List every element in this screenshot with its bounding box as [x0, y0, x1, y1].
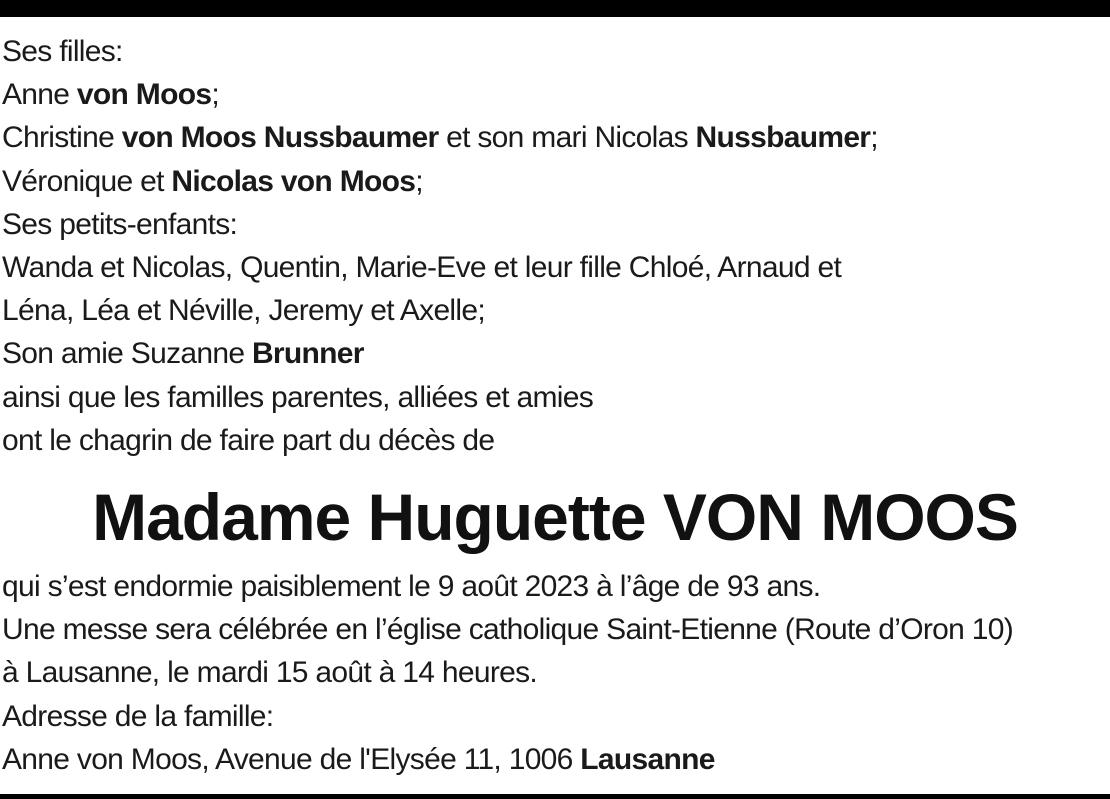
text-run: Anne von Moos, Avenue de l'Elysée 11, 1006 — [2, 742, 581, 776]
text-run: ; — [211, 78, 219, 112]
bold-name-text: von Moos — [76, 78, 212, 112]
text-run: Anne — [2, 78, 77, 112]
text-run: Ses filles: — [2, 35, 123, 68]
bold-name-text: Nicolas von Moos — [171, 164, 416, 198]
text-run: Ses petits-enfants: — [2, 207, 238, 241]
text-run: Véronique et — [2, 164, 172, 198]
text-run: et son mari Nicolas — [438, 121, 696, 155]
announcement-line — [2, 332, 1108, 375]
text-run: ; — [415, 164, 423, 198]
text-run: Léna, Léa et Néville, Jeremy et Axelle; — [2, 294, 485, 328]
text-run: Une messe sera célébrée en l’église catholique Saint-Etienne (Route d’Oron 10) — [2, 613, 1014, 647]
detail-line — [2, 608, 1108, 651]
announcement-line — [2, 160, 1108, 203]
top-border-rule — [0, 0, 1110, 17]
text-run: ont le chagrin de faire part du décès de — [2, 423, 495, 457]
announcement-line — [2, 73, 1108, 116]
detail-line — [2, 565, 1108, 608]
text-run: ; — [870, 121, 878, 155]
text-run: ainsi que les familles parentes, alliées et amies — [2, 380, 594, 414]
bold-name-text: von Moos Nussbaumer — [121, 121, 439, 155]
announcement-line — [2, 419, 1108, 462]
text-run: Adresse de la famille: — [2, 699, 274, 733]
bold-name-text: Nussbaumer — [695, 121, 871, 155]
deceased-name-title: Madame Huguette VON MOOS — [92, 480, 1018, 554]
family-announcement — [2, 30, 1108, 462]
bold-name-text: Brunner — [251, 337, 364, 371]
funeral-details — [2, 565, 1108, 781]
announcement-line — [2, 203, 1108, 246]
announcement-line — [2, 289, 1108, 332]
detail-line — [2, 695, 1108, 738]
announcement-line — [2, 376, 1108, 419]
announcement-line — [2, 30, 1108, 73]
bold-name-text: Lausanne — [580, 742, 715, 776]
text-run: à Lausanne, le mardi 15 août à 14 heures. — [2, 656, 538, 690]
text-run: Christine — [2, 121, 122, 155]
text-run: Wanda et Nicolas, Quentin, Marie-Eve et leur fille Chloé, Arnaud et — [2, 250, 842, 284]
text-run: qui s’est endormie paisiblement le 9 août 2023 à l’âge de 93 ans. — [2, 570, 821, 603]
announcement-line — [2, 246, 1108, 289]
bottom-border-rule — [0, 794, 1110, 799]
announcement-line — [2, 116, 1108, 159]
detail-line — [2, 738, 1108, 781]
text-run: Son amie Suzanne — [2, 337, 252, 371]
detail-line — [2, 651, 1108, 694]
